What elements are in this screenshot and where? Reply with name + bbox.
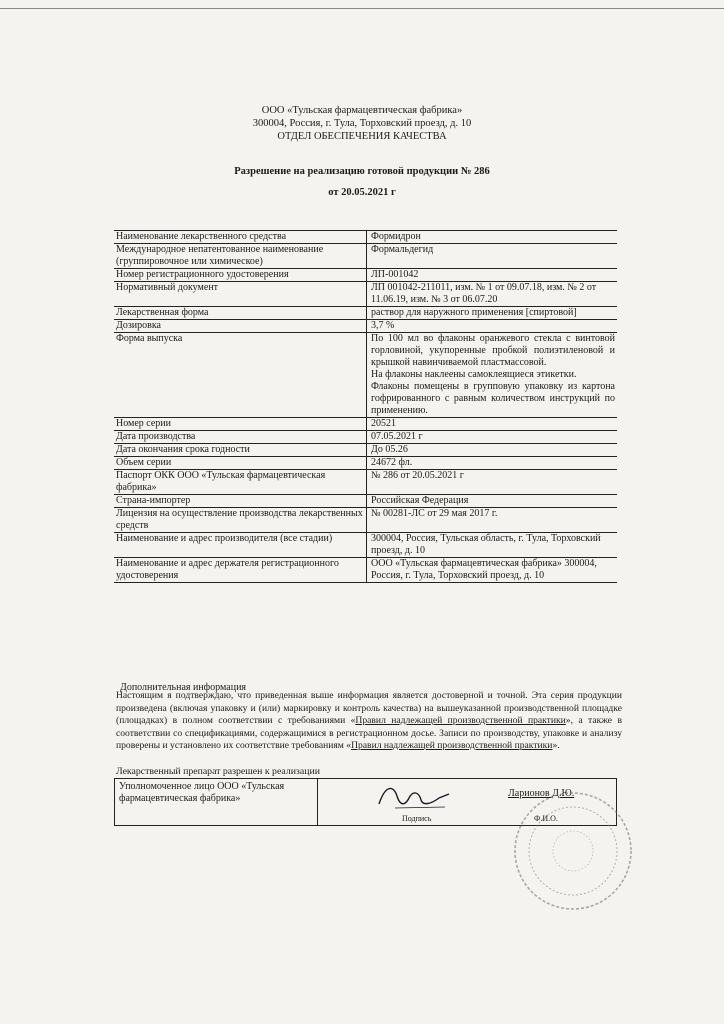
row-value: Формальдегид <box>367 244 618 269</box>
row-value: ЛП-001042 <box>367 269 618 282</box>
row-value: ООО «Тульская фармацевтическая фабрика» 300004, Россия, г. Тула, Торховский проезд, д. 10 <box>367 558 618 583</box>
table-row <box>114 320 617 333</box>
company-address: 300004, Россия, г. Тула, Торховский проезд, д. 10 <box>252 118 472 129</box>
table-row <box>114 231 617 244</box>
row-value: 20521 <box>367 418 618 431</box>
row-label: Паспорт ОКК ООО «Тульская фармацевтическая фабрика» <box>114 470 367 495</box>
row-label: Номер серии <box>114 418 367 431</box>
row-label: Страна-импортер <box>114 495 367 508</box>
row-label: Наименование и адрес держателя регистрационного удостоверения <box>114 558 367 583</box>
table-row <box>114 470 617 495</box>
table-row <box>114 282 617 307</box>
row-label: Наименование и адрес производителя (все стадии) <box>114 533 367 558</box>
confirmation-text-a: Настоящим я подтверждаю, что приведенная выше информация является достоверной и точной. Эта серия продукции произведена (включая упаковку и (или) маркировку и контроль качества) на вышеуказанной производственной площадке (площадках) в полном соответствии с требованиями « <box>116 690 622 726</box>
table-row <box>114 444 617 457</box>
table-row <box>114 508 617 533</box>
row-label: Форма выпуска <box>114 333 367 418</box>
authorized-person-label: Уполномоченное лицо ООО «Тульская фармацевтическая фабрика» <box>119 781 285 804</box>
confirmation-text-b: », а также в соответствии со спецификациями, содержащимися в регистрационном досье. Записи по производству, упаковке и анализу проверены и установлено их соответствие требованиям « <box>116 715 622 751</box>
row-label: Лекарственная форма <box>114 307 367 320</box>
row-value: Российская Федерация <box>367 495 618 508</box>
handwritten-signature <box>375 778 455 814</box>
confirmation-text-c: ». <box>552 740 560 751</box>
table-row <box>114 495 617 508</box>
approval-note: Лекарственный препарат разрешен к реализации <box>116 766 320 777</box>
document-title: Разрешение на реализацию готовой продукции № 286 <box>234 166 490 177</box>
table-row <box>114 533 617 558</box>
gmp-rules-reference-1: Правил надлежащей производственной практики <box>355 715 566 726</box>
extra-info-label: Дополнительная информация <box>120 682 247 693</box>
row-value: 300004, Россия, Тульская область, г. Тула, Торховский проезд, д. 10 <box>367 533 618 558</box>
row-value: По 100 мл во флаконы оранжевого стекла с винтовой горловиной, укупоренные пробкой полиэтиленовой и крышкой навинчиваемой пластмассовой. На флаконы наклеены самоклеящиеся этикетки. Флаконы помещены в групповую упаковку из картона гофрированного с равным количеством инструкций по применению. <box>367 333 618 418</box>
row-label: Объем серии <box>114 457 367 470</box>
table-row <box>114 307 617 320</box>
row-value: 24672 фл. <box>367 457 618 470</box>
name-caption: Ф.И.О. <box>534 814 558 823</box>
row-value: раствор для наружного применения [спиртовой] <box>367 307 618 320</box>
table-row <box>114 269 617 282</box>
signature-caption: Подпись <box>402 814 432 823</box>
table-row <box>114 244 617 269</box>
row-label: Дата окончания срока годности <box>114 444 367 457</box>
row-value: 07.05.2021 г <box>367 431 618 444</box>
company-name: ООО «Тульская фармацевтическая фабрика» <box>261 105 463 116</box>
signer-name: Ларионов Д.Ю. <box>508 788 575 799</box>
row-label: Дата производства <box>114 431 367 444</box>
confirmation-statement <box>116 690 622 753</box>
row-value: 3,7 % <box>367 320 618 333</box>
row-value: Формидрон <box>367 231 618 244</box>
scan-top-line <box>0 8 724 9</box>
table-row <box>114 558 617 583</box>
table-row <box>114 333 617 418</box>
row-label: Дозировка <box>114 320 367 333</box>
authorized-person-cell <box>115 779 318 826</box>
company-stamp <box>508 786 638 916</box>
table-row <box>114 431 617 444</box>
department-name: ОТДЕЛ ОБЕСПЕЧЕНИЯ КАЧЕСТВА <box>277 131 447 142</box>
table-row <box>114 418 617 431</box>
row-label: Нормативный документ <box>114 282 367 307</box>
row-label: Международное непатентованное наименование (группировочное или химическое) <box>114 244 367 269</box>
row-value: До 05.26 <box>367 444 618 457</box>
row-label: Наименование лекарственного средства <box>114 231 367 244</box>
gmp-rules-reference-2: Правил надлежащей производственной практики <box>351 740 553 751</box>
row-label: Лицензия на осуществление производства лекарственных средств <box>114 508 367 533</box>
row-value: ЛП 001042-211011, изм. № 1 от 09.07.18, изм. № 2 от 11.06.19, изм. № 3 от 06.07.20 <box>367 282 618 307</box>
row-value: № 286 от 20.05.2021 г <box>367 470 618 495</box>
product-info-table <box>114 230 617 583</box>
document-date: от 20.05.2021 г <box>328 187 396 198</box>
table-row <box>114 457 617 470</box>
row-value: № 00281-ЛС от 29 мая 2017 г. <box>367 508 618 533</box>
row-label: Номер регистрационного удостоверения <box>114 269 367 282</box>
